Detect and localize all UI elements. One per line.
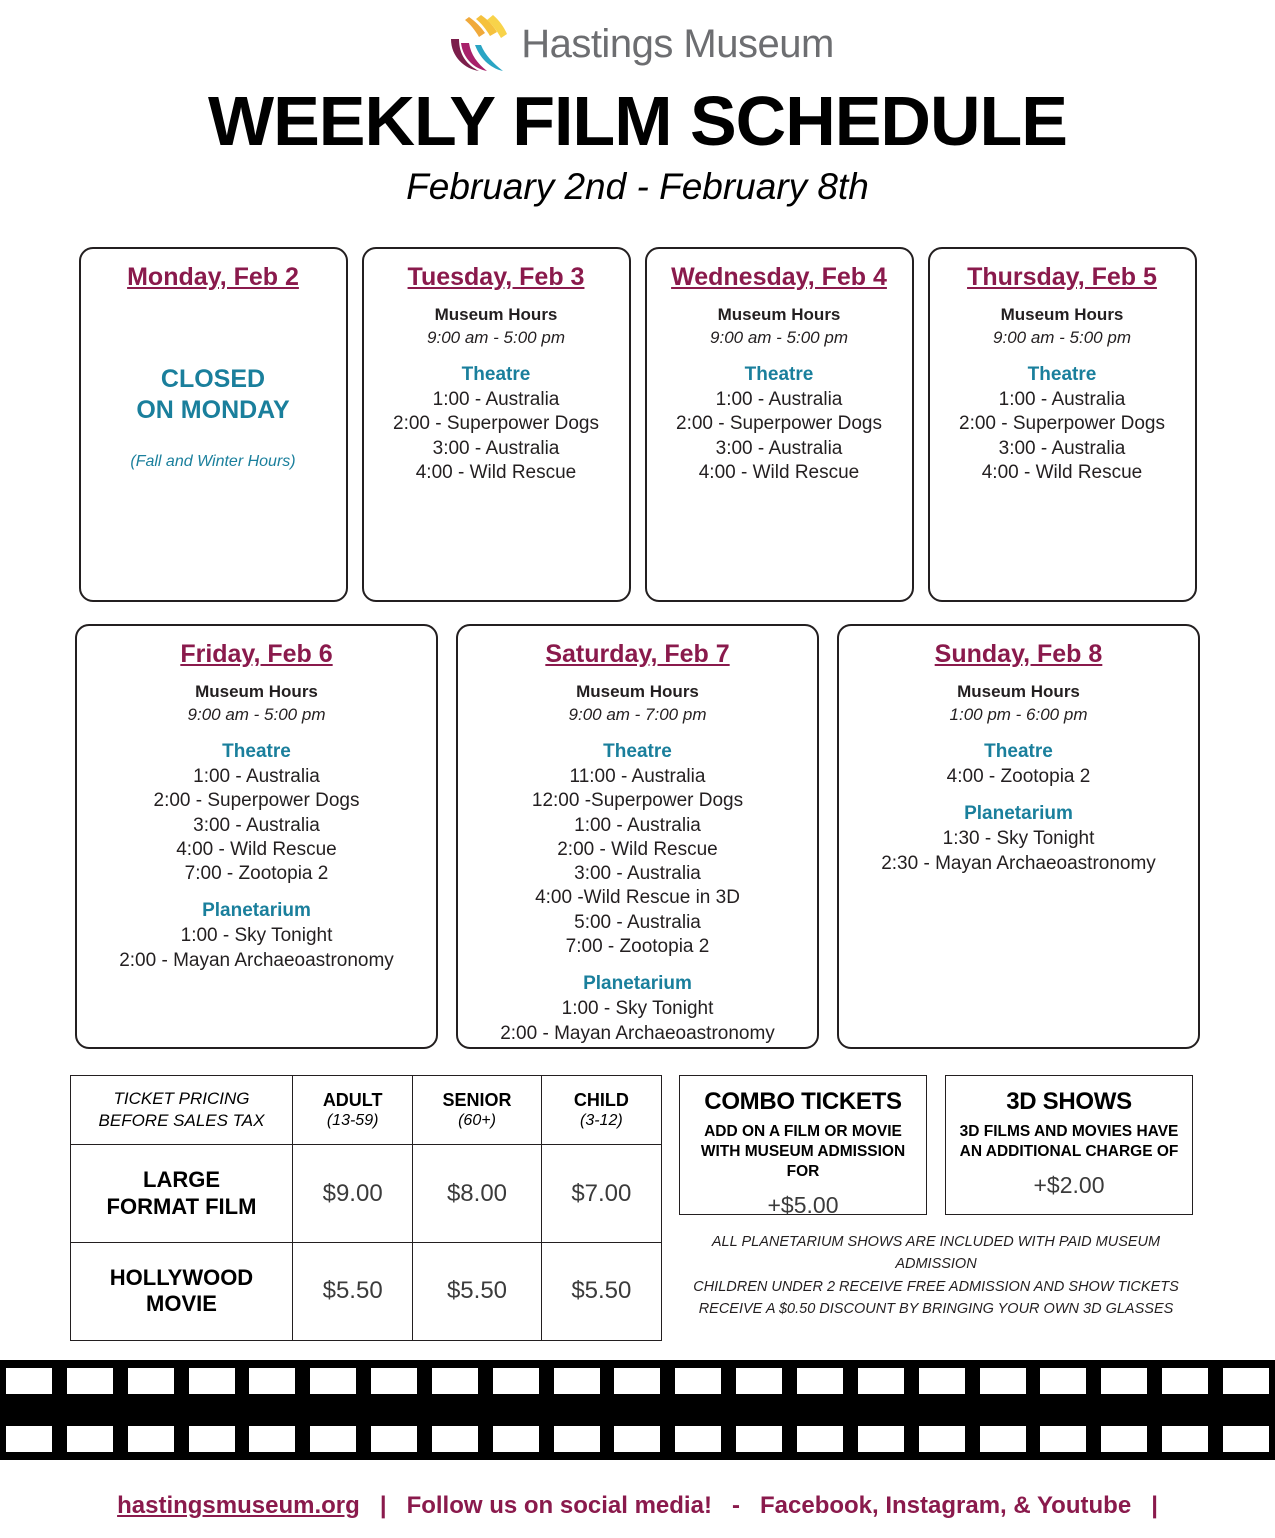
planetarium-label: Planetarium <box>583 973 692 995</box>
showtime: 4:00 - Zootopia 2 <box>946 765 1091 787</box>
brand-header <box>0 0 1275 80</box>
fine-print-line-3: RECEIVE A $0.50 DISCOUNT BY BRINGING YOUR OWN 3D GLASSES <box>698 1301 1174 1318</box>
day-card-tuesday <box>362 247 631 602</box>
showtime: 2:00 - Superpower Dogs <box>959 413 1165 435</box>
showtime: 2:00 - Superpower Dogs <box>676 413 882 435</box>
museum-hours-label: Museum Hours <box>434 305 558 324</box>
pricing-corner-line1: TICKET PRICING <box>113 1089 250 1108</box>
showtime: 12:00 -Superpower Dogs <box>531 790 744 812</box>
day-title: Wednesday, Feb 4 <box>671 263 887 291</box>
day-card-monday <box>79 247 348 602</box>
showtime: 1:00 - Australia <box>715 388 843 410</box>
museum-hours-label: Museum Hours <box>576 682 699 701</box>
closed-notice <box>91 364 336 427</box>
theatre-label: Theatre <box>603 740 672 762</box>
page-title: WEEKLY FILM SCHEDULE <box>208 82 1067 160</box>
column-header-child <box>541 1076 661 1145</box>
museum-hours-value: 9:00 am - 5:00 pm <box>427 327 565 347</box>
date-range: February 2nd - February 8th <box>406 166 869 207</box>
week-row-first <box>0 247 1275 602</box>
showtime: 1:30 - Sky Tonight <box>942 828 1095 850</box>
pricing-corner-cell <box>71 1076 293 1145</box>
footer <box>0 1492 1275 1520</box>
price-cell: $5.50 <box>541 1242 661 1340</box>
museum-hours-value: 9:00 am - 5:00 pm <box>710 327 848 347</box>
day-title: Saturday, Feb 7 <box>545 640 730 668</box>
pricing-table <box>70 1075 662 1341</box>
combo-title: COMBO TICKETS <box>704 1088 902 1115</box>
museum-logo-icon <box>441 13 511 75</box>
3d-shows-box <box>945 1075 1193 1215</box>
bottom-info-area <box>0 1075 1275 1341</box>
planetarium-label: Planetarium <box>202 900 311 922</box>
closed-line-2: ON MONDAY <box>136 396 290 425</box>
price-cell: $5.50 <box>293 1242 413 1340</box>
showtime: 1:00 - Sky Tonight <box>180 925 333 947</box>
day-title: Tuesday, Feb 3 <box>407 263 585 291</box>
footer-dash: - <box>731 1492 740 1519</box>
table-row <box>71 1242 662 1340</box>
museum-hours-label: Museum Hours <box>1000 305 1124 324</box>
price-cell: $8.00 <box>413 1145 541 1243</box>
showtime: 1:00 - Australia <box>998 388 1126 410</box>
closed-line-1: CLOSED <box>160 365 266 393</box>
combo-amount: +$5.00 <box>767 1192 839 1219</box>
theatre-label: Theatre <box>1027 363 1097 385</box>
museum-hours-value: 9:00 am - 5:00 pm <box>993 327 1131 347</box>
showtime: 3:00 - Australia <box>715 437 843 459</box>
showtime: 1:00 - Sky Tonight <box>561 998 714 1020</box>
row-label-line1: HOLLYWOOD <box>109 1264 254 1290</box>
day-card-wednesday <box>645 247 914 602</box>
footer-separator-2: | <box>1151 1492 1158 1519</box>
column-label: ADULT <box>322 1089 383 1110</box>
column-label: SENIOR <box>442 1089 512 1110</box>
showtime: 4:00 -Wild Rescue in 3D <box>535 887 740 909</box>
info-boxes <box>679 1075 1193 1219</box>
website-link[interactable]: hastingsmuseum.org <box>117 1492 360 1519</box>
theatre-label: Theatre <box>744 363 814 385</box>
row-label-line2: MOVIE <box>146 1291 217 1317</box>
footer-separator-1: | <box>379 1492 387 1519</box>
social-media-text: Follow us on social media! <box>406 1492 712 1519</box>
fine-print <box>676 1231 1196 1321</box>
row-label-line2: FORMAT FILM <box>106 1193 257 1219</box>
pricing-corner-line2: BEFORE SALES TAX <box>98 1111 265 1131</box>
right-info-column <box>676 1075 1196 1321</box>
row-header-hollywood-movie <box>71 1242 293 1340</box>
showtime: 7:00 - Zootopia 2 <box>565 936 710 958</box>
film-perforations-top <box>6 1368 1269 1394</box>
planetarium-label: Planetarium <box>964 803 1073 825</box>
showtime: 4:00 - Wild Rescue <box>415 461 577 483</box>
social-platforms: Facebook, Instagram, & Youtube <box>759 1492 1132 1519</box>
film-strip-decoration <box>0 1360 1275 1460</box>
brand-name: Hastings Museum <box>521 21 834 66</box>
day-title: Thursday, Feb 5 <box>967 263 1157 291</box>
showtime: 2:00 - Superpower Dogs <box>393 413 599 435</box>
showtime: 1:00 - Australia <box>432 388 560 410</box>
showtime: 2:00 - Mayan Archaeoastronomy <box>500 1022 775 1044</box>
showtime: 4:00 - Wild Rescue <box>981 461 1143 483</box>
day-title: Friday, Feb 6 <box>180 640 333 668</box>
table-row <box>71 1076 662 1145</box>
row-header-large-format-film <box>71 1145 293 1243</box>
showtime: 4:00 - Wild Rescue <box>698 461 860 483</box>
day-title: Monday, Feb 2 <box>127 263 299 291</box>
column-age: (13-59) <box>326 1112 379 1130</box>
showtime: 11:00 - Australia <box>569 765 706 787</box>
fine-print-line-2: CHILDREN UNDER 2 RECEIVE FREE ADMISSION AND SHOW TICKETS <box>693 1278 1179 1295</box>
showtime: 5:00 - Australia <box>574 911 701 933</box>
row-label-line1: LARGE <box>143 1167 220 1193</box>
price-cell: $7.00 <box>541 1145 661 1243</box>
showtime: 3:00 - Australia <box>574 863 701 885</box>
table-row <box>71 1145 662 1243</box>
fine-print-line-1: ALL PLANETARIUM SHOWS ARE INCLUDED WITH PAID MUSEUM ADMISSION <box>711 1234 1161 1273</box>
day-card-friday <box>75 624 438 1049</box>
showtime: 2:00 - Superpower Dogs <box>153 790 360 812</box>
showtime: 7:00 - Zootopia 2 <box>184 863 329 885</box>
column-label: CHILD <box>573 1089 629 1110</box>
column-age: (60+) <box>458 1112 496 1130</box>
price-cell: $9.00 <box>293 1145 413 1243</box>
showtime: 3:00 - Australia <box>998 437 1126 459</box>
museum-hours-value: 1:00 pm - 6:00 pm <box>949 704 1088 724</box>
day-card-saturday <box>456 624 819 1049</box>
price-cell: $5.50 <box>413 1242 541 1340</box>
column-header-senior <box>413 1076 541 1145</box>
showtime: 3:00 - Australia <box>432 437 560 459</box>
column-header-adult <box>293 1076 413 1145</box>
film-perforations-bottom <box>6 1426 1269 1452</box>
showtime: 2:00 - Mayan Archaeoastronomy <box>119 949 394 971</box>
3d-body: 3D FILMS AND MOVIES HAVE AN ADDITIONAL CHARGE OF <box>959 1123 1179 1161</box>
showtime: 4:00 - Wild Rescue <box>176 838 337 860</box>
week-row-second <box>0 624 1275 1049</box>
day-title: Sunday, Feb 8 <box>934 640 1103 668</box>
museum-hours-value: 9:00 am - 7:00 pm <box>568 704 707 724</box>
showtime: 1:00 - Australia <box>193 765 320 787</box>
closed-note: (Fall and Winter Hours) <box>130 452 296 470</box>
combo-body: ADD ON A FILM OR MOVIE WITH MUSEUM ADMISSION FOR <box>700 1123 906 1181</box>
theatre-label: Theatre <box>984 740 1053 762</box>
museum-hours-label: Museum Hours <box>195 682 318 701</box>
3d-amount: +$2.00 <box>1033 1172 1105 1199</box>
day-card-sunday <box>837 624 1200 1049</box>
day-card-thursday <box>928 247 1197 602</box>
showtime: 2:30 - Mayan Archaeoastronomy <box>881 852 1156 874</box>
showtime: 2:00 - Wild Rescue <box>557 838 718 860</box>
museum-hours-label: Museum Hours <box>957 682 1080 701</box>
column-age: (3-12) <box>580 1112 623 1130</box>
theatre-label: Theatre <box>461 363 531 385</box>
museum-hours-value: 9:00 am - 5:00 pm <box>187 704 326 724</box>
theatre-label: Theatre <box>222 740 291 762</box>
3d-title: 3D SHOWS <box>1006 1088 1132 1115</box>
combo-tickets-box <box>679 1075 927 1219</box>
showtime: 1:00 - Australia <box>574 814 701 836</box>
showtime: 3:00 - Australia <box>193 814 320 836</box>
museum-hours-label: Museum Hours <box>717 305 841 324</box>
